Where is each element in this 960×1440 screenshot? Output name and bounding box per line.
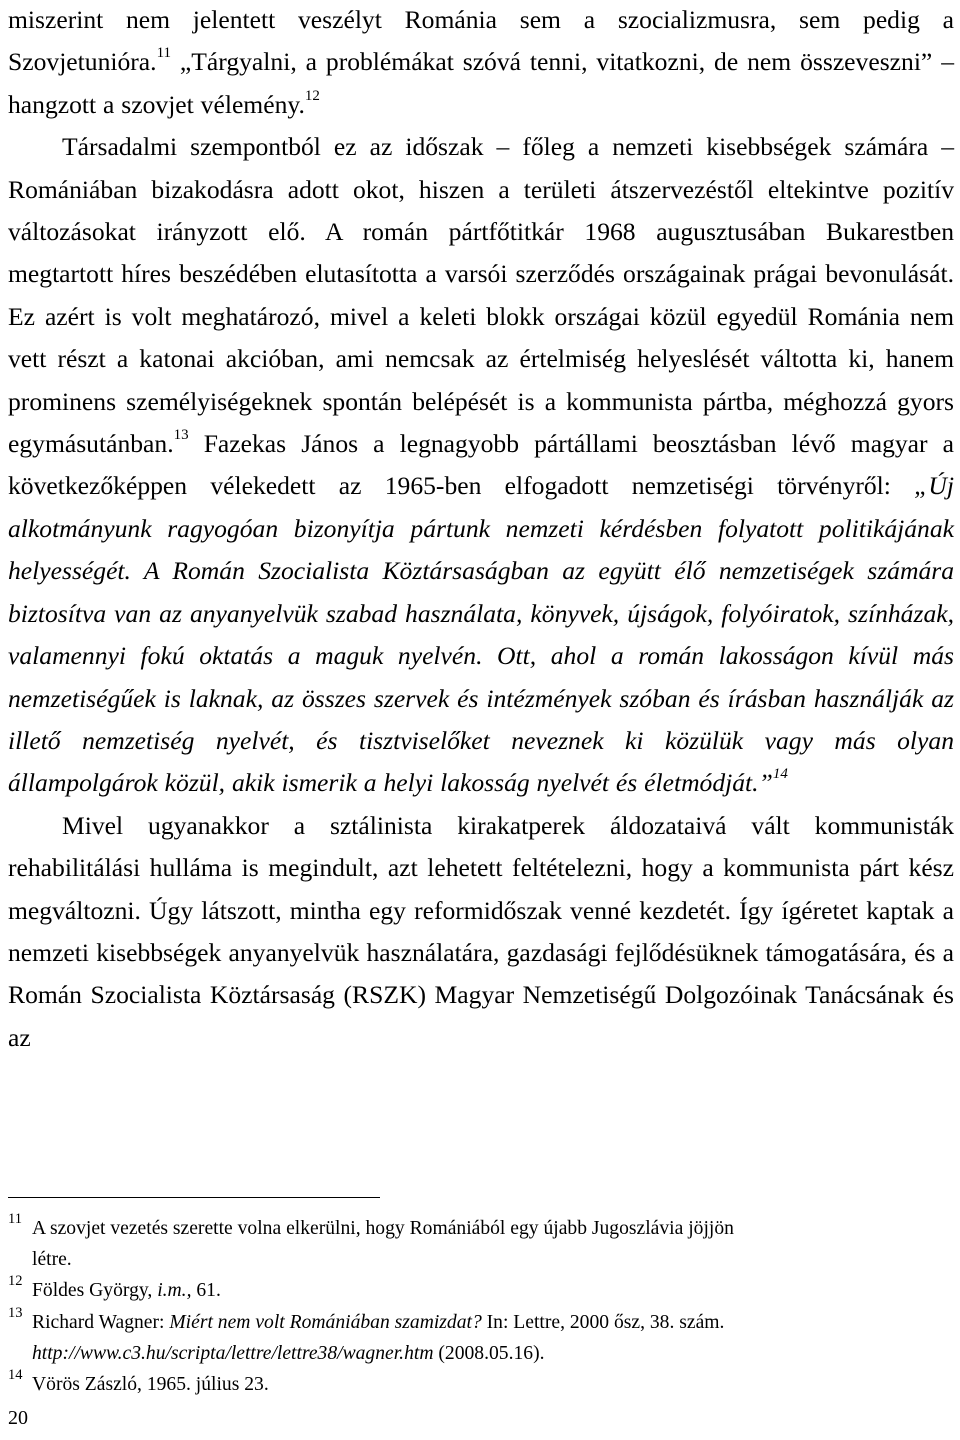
footnote-italic: i.m., — [157, 1280, 192, 1302]
footnote-number: 11 — [8, 1211, 22, 1227]
footnote-text-cont: létre. — [32, 1249, 72, 1271]
footnote-ref-11[interactable]: 11 — [156, 45, 172, 62]
footnote-number: 12 — [8, 1273, 23, 1290]
footnote-13 — [8, 1304, 954, 1369]
footnote-ref-14[interactable]: 14 — [772, 766, 788, 783]
quotation: „Új alkotmányunk ragyogóan bizonyítja pártunk nemzeti kérdésben folyatott politikájának helyességét. A Román Szocialista Köztársaságban az együtt élő nemzetiségek számára biztosítva van az anyanyelvük szabad használata, könyvek, újságok, folyóiratok, színházak, valamennyi fokú oktatás a maguk nyelvén. Ott, ahol a román lakosságon kívül más nemzetiségűek is laknak, az összes szervek és intézmények szóban és írásban használják az illető nemzetiség nyelvét, és tisztviselőket neveznek ki közülük vagy más olyan állampolgárok közül, akik ismerik a helyi lakosság nyelvét és életmódját.” — [8, 471, 954, 798]
footnote-ref-13[interactable]: 13 — [173, 427, 189, 444]
footnote-11 — [8, 1213, 954, 1275]
footnotes — [8, 1213, 954, 1400]
paragraph-3: Mivel ugyanakkor a sztálinista kirakatperek áldozataivá vált kommunisták rehabilitálási hulláma is megindult, azt lehetett feltételezni, hogy a kommunista párt kész megváltozni. Úgy látszott, mintha egy reformidőszak venné kezdetét. Így ígéretet kaptak a nemzeti kisebbségek anyanyelvük használatára, gazdasági fejlődésüknek támogatására, és a Román Szocialista Köztársaság (RSZK) Magyar Nemzetiségű Dolgozóinak Tanácsának és az — [8, 810, 954, 1052]
footnote-number: 14 — [8, 1367, 23, 1384]
footnote-url-date: (2008.05.16). — [433, 1342, 545, 1364]
footnote-number: 13 — [8, 1304, 23, 1321]
paragraph-2-text-cont: Fazekas János a legnagyobb pártállami beosztásban lévő magyar a következőképpen vélekedett az 1965-ben elfogadott nemzetiségi törvényről: — [8, 429, 954, 501]
footnote-separator — [8, 1197, 380, 1198]
paragraph-2-text: Társadalmi szempontból ez az időszak – főleg a nemzeti kisebbségek számára – Romániában bizakodásra adott okot, hiszen a területi átszervezéstől eltekintve pozitív változásokat irányzott elő. A román pártfőtitkár 1968 augusztusában Bukarestben megtartott híres beszédében elutasította a varsói szerződés országainak prágai bevonulását. Ez azért is volt meghatározó, mivel a keleti blokk országai közül egyedül Románia nem vett részt a katonai akcióban, ami nemcsak az értelmiség helyeslését váltotta ki, hanem prominens személyiségeknek spontán belépését is a kommunista pártba, méghozzá gyors egymásutánban. — [8, 132, 954, 459]
footnote-12 — [8, 1275, 954, 1306]
footnote-text: Vörös Zászló, 1965. július 23. — [32, 1374, 269, 1396]
footnote-ref-12[interactable]: 12 — [304, 87, 320, 104]
paragraph-2 — [8, 126, 954, 805]
document-page — [8, 0, 954, 1440]
paragraph-1-text-cont: „Tárgyalni, a problémákat szóvá tenni, vitatkozni, de nem összeveszni” – hangzott a szovjet vélemény. — [8, 47, 954, 119]
footnote-title: Miért nem volt Romániában szamizdat? — [169, 1311, 482, 1333]
footnote-url-line — [32, 1338, 954, 1369]
footnote-14 — [8, 1369, 954, 1400]
footnote-text-cont: 61. — [191, 1280, 221, 1302]
page-number: 20 — [8, 1407, 28, 1429]
body-text — [8, 0, 954, 1059]
paragraph-1 — [8, 0, 954, 126]
footnote-text: A szovjet vezetés szerette volna elkerülni, hogy Romániából egy újabb Jugoszlávia jöjjön — [32, 1218, 734, 1239]
footnote-text-cont: In: Lettre, 2000 ősz, 38. szám. — [481, 1311, 725, 1333]
footnote-text: Földes György, — [32, 1280, 158, 1302]
footnote-text: Richard Wagner: — [32, 1311, 170, 1333]
paragraph-1-text: miszerint nem jelentett veszélyt Románia sem a szocializmusra, sem pedig a Szovjetunióra. — [8, 5, 954, 77]
footnote-url-link[interactable]: http://www.c3.hu/scripta/lettre/lettre38/wagner.htm — [32, 1342, 434, 1364]
